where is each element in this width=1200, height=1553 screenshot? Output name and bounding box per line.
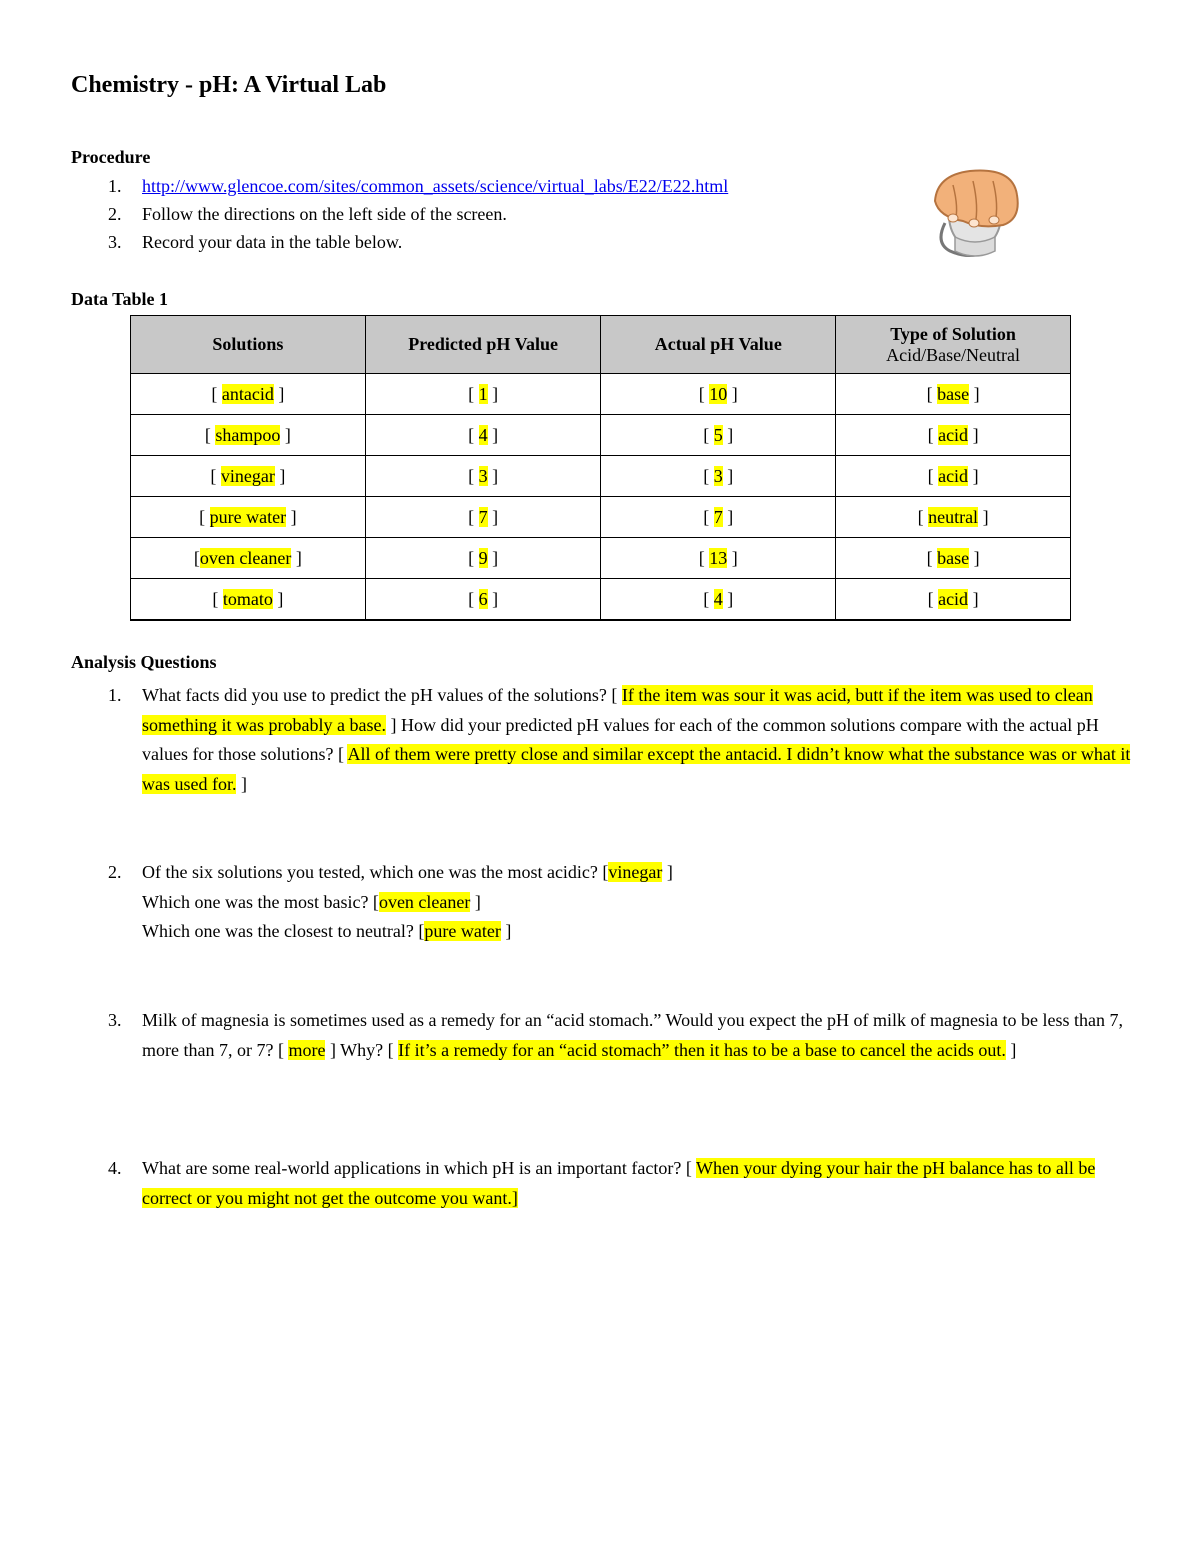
predicted-cell: [ 6 ] bbox=[365, 579, 601, 621]
answer-field[interactable]: antacid bbox=[221, 383, 274, 404]
bracket: ] bbox=[505, 921, 512, 941]
answer-field[interactable]: tomato bbox=[222, 588, 273, 609]
answer-field[interactable]: acid bbox=[938, 424, 969, 445]
answer-field[interactable]: shampoo bbox=[215, 424, 281, 445]
answer-field[interactable]: acid bbox=[938, 465, 969, 486]
question-number: 3. bbox=[108, 1010, 122, 1030]
question-text: ] bbox=[1010, 1039, 1017, 1060]
answer-field[interactable]: When your dying your hair the pH balance has to all be correct or you might not get the outcome you want.] bbox=[142, 1158, 1096, 1208]
table-row bbox=[131, 538, 1071, 579]
answer-field[interactable]: 1 bbox=[478, 383, 488, 404]
question-body bbox=[142, 1006, 1131, 1065]
actual-cell: [ 4 ] bbox=[601, 579, 836, 621]
type-cell: [ base ] bbox=[836, 538, 1071, 579]
predicted-cell: [ 1 ] bbox=[365, 374, 601, 415]
procedure-text: Follow the directions on the left side of the screen. bbox=[142, 204, 507, 224]
answer-field[interactable]: If the item was sour it was acid, butt if the item was used to clean something it was probably a base. bbox=[142, 685, 1093, 735]
type-cell: [ base ] bbox=[836, 374, 1071, 415]
actual-cell: [ 5 ] bbox=[601, 415, 836, 456]
question-text: ] bbox=[240, 773, 247, 794]
answer-field[interactable]: If it’s a remedy for an “acid stomach” then it has to be a base to cancel the acids out. bbox=[398, 1039, 1006, 1060]
answer-field[interactable]: vinegar bbox=[220, 465, 275, 486]
question-body bbox=[142, 858, 1131, 947]
header-actual: Actual pH Value bbox=[601, 316, 836, 374]
answer-field[interactable]: more bbox=[288, 1039, 326, 1060]
answer-field[interactable]: 3 bbox=[478, 465, 488, 486]
solution-cell: [ vinegar ] bbox=[131, 456, 366, 497]
item-number: 2. bbox=[108, 204, 122, 224]
procedure-item bbox=[71, 200, 728, 228]
answer-field[interactable]: 10 bbox=[709, 383, 728, 404]
question-number: 4. bbox=[108, 1158, 122, 1178]
answer-field[interactable]: All of them were pretty close and similar except the antacid. I didn’t know what the substance was or what it was used for. bbox=[142, 744, 1131, 794]
question-body bbox=[142, 1154, 1131, 1213]
header-solutions: Solutions bbox=[131, 316, 366, 374]
answer-field[interactable]: acid bbox=[938, 588, 969, 609]
question-4 bbox=[71, 1154, 1131, 1213]
actual-cell: [ 7 ] bbox=[601, 497, 836, 538]
answer-field[interactable]: pure water bbox=[424, 921, 501, 941]
bracket: ] bbox=[474, 891, 481, 912]
data-table bbox=[130, 315, 1071, 621]
answer-field[interactable]: 4 bbox=[713, 588, 723, 609]
answer-field[interactable]: 7 bbox=[478, 506, 488, 527]
solution-cell: [ tomato ] bbox=[131, 579, 366, 621]
solution-cell: [ antacid ] bbox=[131, 374, 366, 415]
answer-field[interactable]: 7 bbox=[713, 506, 723, 527]
predicted-cell: [ 9 ] bbox=[365, 538, 601, 579]
answer-field[interactable]: pure water bbox=[209, 506, 287, 527]
question-text: What facts did you use to predict the pH values of the solutions? [ bbox=[142, 685, 618, 705]
procedure-list bbox=[71, 172, 728, 256]
header-predicted: Predicted pH Value bbox=[365, 316, 601, 374]
question-number: 1. bbox=[108, 685, 122, 705]
question-text: ] Why? [ bbox=[329, 1039, 394, 1060]
question-text: What are some real-world applications in which pH is an important factor? [ bbox=[142, 1158, 692, 1178]
question-text: ] How did your predicted pH values for each of the common solutions compare with the actual pH values for those solutions? [ bbox=[142, 714, 1099, 764]
table-header-row bbox=[131, 316, 1071, 374]
answer-field[interactable]: 5 bbox=[713, 424, 723, 445]
question-text: Which one was the most basic? [ bbox=[142, 891, 379, 912]
question-2 bbox=[71, 858, 1131, 947]
question-text: Which one was the closest to neutral? [ bbox=[142, 921, 425, 941]
item-number: 1. bbox=[108, 176, 122, 196]
table-row bbox=[131, 374, 1071, 415]
predicted-cell: [ 7 ] bbox=[365, 497, 601, 538]
answer-field[interactable]: oven cleaner bbox=[199, 547, 292, 568]
solution-cell: [oven cleaner ] bbox=[131, 538, 366, 579]
solution-cell: [ pure water ] bbox=[131, 497, 366, 538]
type-cell: [ acid ] bbox=[836, 579, 1071, 621]
question-3 bbox=[71, 1006, 1131, 1065]
answer-field[interactable]: 9 bbox=[478, 547, 488, 568]
question-1 bbox=[71, 681, 1131, 799]
answer-field[interactable]: 3 bbox=[713, 465, 723, 486]
procedure-item bbox=[71, 228, 728, 256]
table-row bbox=[131, 415, 1071, 456]
analysis-heading: Analysis Questions bbox=[71, 652, 217, 672]
table-row bbox=[131, 497, 1071, 538]
header-type bbox=[836, 316, 1071, 374]
actual-cell: [ 10 ] bbox=[601, 374, 836, 415]
solution-cell: [ shampoo ] bbox=[131, 415, 366, 456]
type-cell: [ acid ] bbox=[836, 415, 1071, 456]
table-row bbox=[131, 456, 1071, 497]
procedure-heading: Procedure bbox=[71, 147, 151, 167]
actual-cell: [ 3 ] bbox=[601, 456, 836, 497]
question-text: Milk of magnesia is sometimes used as a remedy for an “acid stomach.” Would you expect the pH of milk of magnesia to be less than 7, more than 7, or 7? [ bbox=[142, 1010, 1123, 1060]
hand-on-mouse-icon bbox=[925, 163, 1025, 263]
type-cell: [ neutral ] bbox=[836, 497, 1071, 538]
answer-field[interactable]: vinegar bbox=[608, 862, 663, 882]
bracket: ] bbox=[666, 862, 673, 882]
answer-field[interactable]: base bbox=[937, 383, 970, 404]
header-type-subtitle: Acid/Base/Neutral bbox=[886, 344, 1021, 365]
answer-field[interactable]: neutral bbox=[928, 506, 979, 527]
procedure-text: Record your data in the table below. bbox=[142, 232, 403, 252]
header-type-title: Type of Solution bbox=[890, 323, 1016, 344]
table-row bbox=[131, 579, 1071, 621]
type-cell: [ acid ] bbox=[836, 456, 1071, 497]
lab-url-link[interactable]: http://www.glencoe.com/sites/common_assets/science/virtual_labs/E22/E22.html bbox=[142, 176, 729, 196]
answer-field[interactable]: 4 bbox=[478, 424, 488, 445]
predicted-cell: [ 3 ] bbox=[365, 456, 601, 497]
actual-cell: [ 13 ] bbox=[601, 538, 836, 579]
answer-field[interactable]: 13 bbox=[709, 547, 728, 568]
predicted-cell: [ 4 ] bbox=[365, 415, 601, 456]
question-number: 2. bbox=[108, 862, 122, 882]
item-number: 3. bbox=[108, 232, 122, 252]
answer-field[interactable]: base bbox=[937, 547, 970, 568]
answer-field[interactable]: oven cleaner bbox=[378, 891, 471, 912]
answer-field[interactable]: 6 bbox=[478, 588, 488, 609]
question-body bbox=[142, 681, 1131, 799]
page-title: Chemistry - pH: A Virtual Lab bbox=[71, 72, 387, 98]
data-table-heading: Data Table 1 bbox=[71, 289, 169, 309]
procedure-item bbox=[71, 172, 728, 200]
question-text: Of the six solutions you tested, which one was the most acidic? [ bbox=[142, 862, 609, 882]
